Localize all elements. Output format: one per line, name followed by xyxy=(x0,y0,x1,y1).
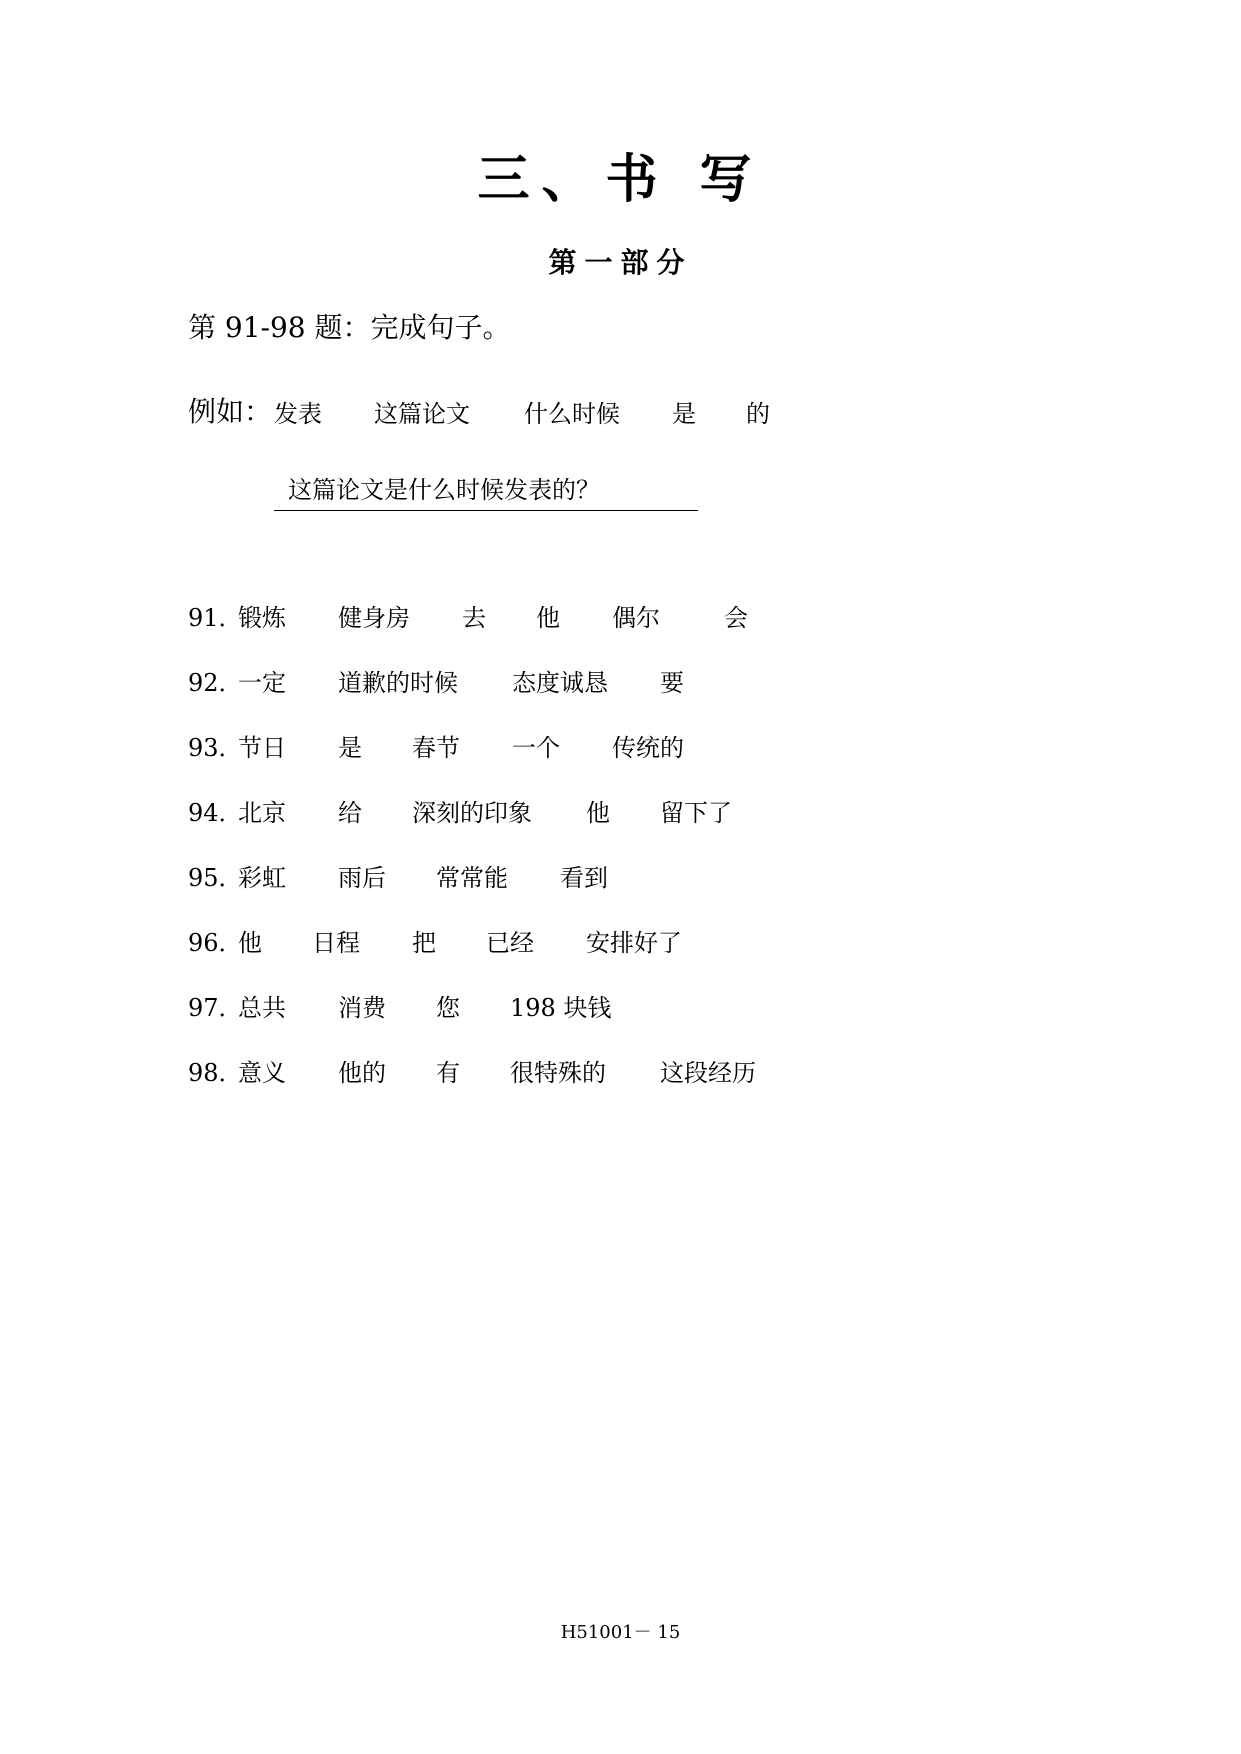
example-row xyxy=(188,392,888,432)
question-word: 您 xyxy=(436,994,460,1022)
page-footer: H51001－ 15 xyxy=(560,1622,681,1643)
question-word: 雨后 xyxy=(338,864,386,892)
question-word: 春节 xyxy=(412,734,460,762)
question-93 xyxy=(188,730,888,766)
question-word: 日程 xyxy=(312,929,360,957)
question-number: 96． xyxy=(188,929,243,957)
example-label: 例如： xyxy=(188,395,273,428)
question-word: 他 xyxy=(586,799,610,827)
question-91 xyxy=(188,600,888,636)
question-word: 他 xyxy=(238,929,262,957)
question-word: 已经 xyxy=(486,929,534,957)
question-number: 95． xyxy=(188,864,243,892)
question-word: 彩虹 xyxy=(238,864,286,892)
part-title: 第一部分 xyxy=(548,246,693,279)
example-answer: 这篇论文是什么时候发表的？ xyxy=(288,476,600,504)
example-answer-line xyxy=(274,472,698,511)
question-word: 一定 xyxy=(238,669,286,697)
question-word: 锻炼 xyxy=(238,604,286,632)
question-word: 态度诚恳 xyxy=(512,669,608,697)
question-word: 节日 xyxy=(238,734,286,762)
question-92 xyxy=(188,665,888,701)
question-word: 是 xyxy=(338,734,362,762)
example-word: 是 xyxy=(672,400,696,428)
question-word: 他的 xyxy=(338,1059,386,1087)
question-number: 91． xyxy=(188,604,243,632)
question-97 xyxy=(188,990,888,1026)
question-word: 要 xyxy=(660,669,684,697)
question-96 xyxy=(188,925,888,961)
question-word: 传统的 xyxy=(612,734,684,762)
example-word: 什么时候 xyxy=(524,400,620,428)
instruction: 第 91-98 题：完成句子。 xyxy=(188,311,511,344)
question-word: 留下了 xyxy=(660,799,732,827)
question-word: 198 块钱 xyxy=(510,994,612,1022)
question-word: 给 xyxy=(338,799,362,827)
question-word: 深刻的印象 xyxy=(412,799,532,827)
question-word: 道歉的时候 xyxy=(338,669,458,697)
question-word: 他 xyxy=(536,604,560,632)
question-word: 这段经历 xyxy=(660,1059,756,1087)
question-word: 健身房 xyxy=(338,604,410,632)
example-word: 发表 xyxy=(274,400,322,428)
example-word: 的 xyxy=(746,400,770,428)
question-word: 一个 xyxy=(512,734,560,762)
question-94 xyxy=(188,795,888,831)
page-title: 三、书 写 xyxy=(477,149,764,210)
question-word: 看到 xyxy=(560,864,608,892)
question-word: 偶尔 xyxy=(612,604,660,632)
question-word: 去 xyxy=(462,604,486,632)
question-word: 很特殊的 xyxy=(510,1059,606,1087)
question-word: 会 xyxy=(724,604,748,632)
question-word: 常常能 xyxy=(436,864,508,892)
question-number: 94． xyxy=(188,799,243,827)
question-word: 意义 xyxy=(238,1059,286,1087)
question-95 xyxy=(188,860,888,896)
question-word: 北京 xyxy=(238,799,286,827)
question-word: 安排好了 xyxy=(586,929,682,957)
question-number: 92． xyxy=(188,669,243,697)
question-98 xyxy=(188,1055,888,1091)
question-number: 97． xyxy=(188,994,243,1022)
question-number: 93． xyxy=(188,734,243,762)
question-word: 消费 xyxy=(338,994,386,1022)
question-word: 总共 xyxy=(238,994,286,1022)
question-word: 有 xyxy=(436,1059,460,1087)
example-word: 这篇论文 xyxy=(374,400,470,428)
question-word: 把 xyxy=(412,929,436,957)
question-number: 98． xyxy=(188,1059,243,1087)
